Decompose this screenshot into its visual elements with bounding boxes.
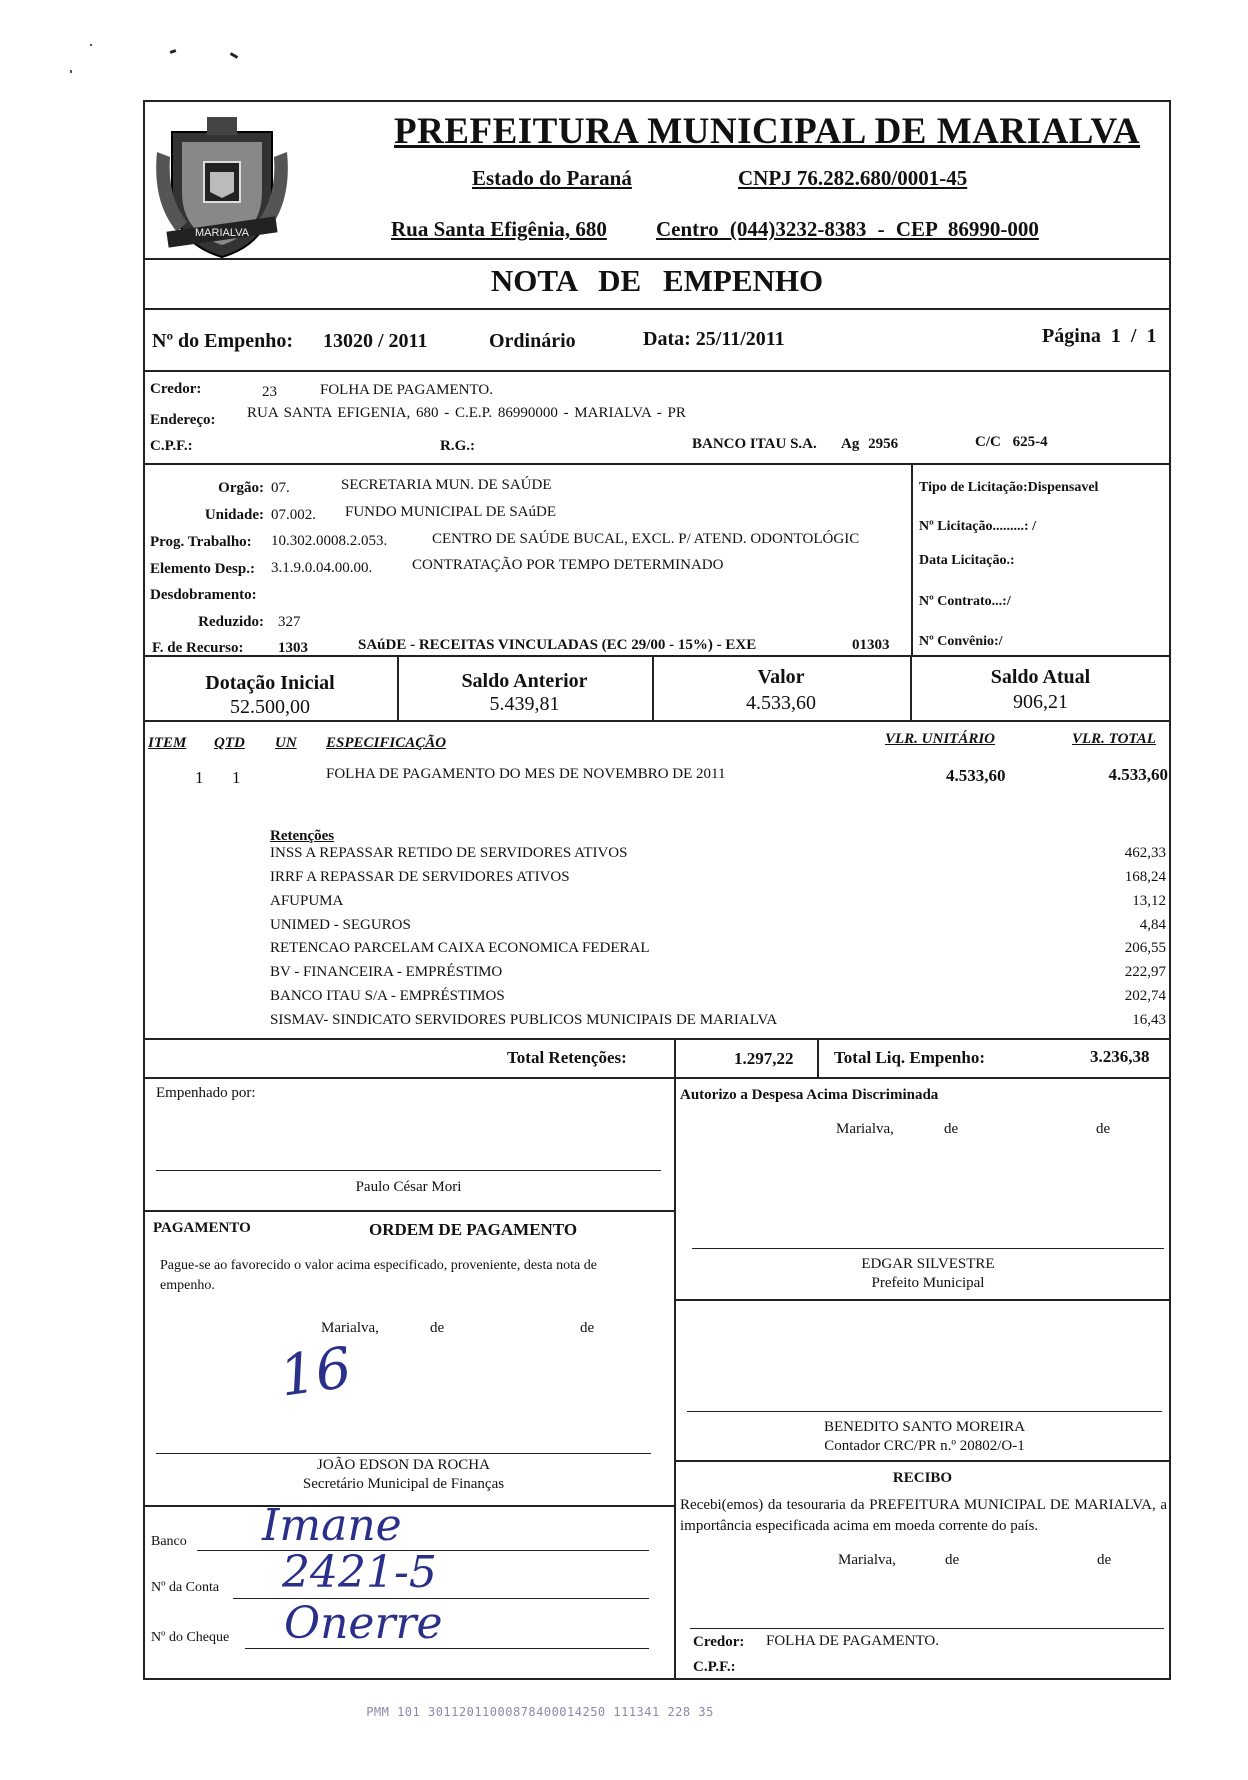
col-un: UN [275,735,297,751]
list-item: AFUPUMA [270,893,344,909]
unidade-name: FUNDO MUNICIPAL DE SAúDE [345,504,556,520]
prog-label: Prog. Trabalho: [150,534,252,550]
total-liquido-value: 3.236,38 [1090,1047,1150,1066]
saldo-anterior-label: Saldo Anterior [461,670,588,692]
retencoes-title: Retenções [270,828,335,844]
recibo-title: RECIBO [892,1470,953,1486]
empenhado-name: Paulo César Mori [355,1179,462,1195]
bank-agency: Ag 2956 [841,436,899,452]
row-item: 1 [195,768,204,787]
recibo-de-1: de [945,1552,960,1568]
prog-name: CENTRO DE SAÚDE BUCAL, EXCL. P/ ATEND. ODONTOLÓGIC [432,531,860,547]
pagamento-label: PAGAMENTO [153,1220,251,1236]
banco-handwritten: Imane [262,1500,402,1551]
cnpj-label: CNPJ 76.282.680/0001-45 [738,166,968,190]
dotacao-inicial-label: Dotação Inicial [205,672,335,694]
recibo-city: Marialva, [838,1552,896,1568]
list-item-value: 202,74 [1124,988,1166,1004]
list-item: BV - FINANCEIRA - EMPRÉSTIMO [270,964,503,980]
list-item-value: 4,84 [1139,917,1166,933]
total-retencoes-value: 1.297,22 [734,1049,794,1068]
autorizo-label: Autorizo a Despesa Acima Discriminada [680,1087,939,1103]
recibo-cpf-label: C.P.F.: [693,1659,736,1675]
prefeito-name: EDGAR SILVESTRE [861,1256,995,1272]
bank-account: C/C 625-4 [975,434,1048,450]
empenho-number: 13020 / 2011 [323,330,428,352]
data-licitacao: Data Licitação.: [919,553,1015,568]
col-valor-unitario: VLR. UNITÁRIO [885,731,996,747]
scan-specks [40,40,240,100]
cheque-label: Nº do Cheque [151,1630,230,1645]
total-retencoes-label: Total Retenções: [507,1048,627,1067]
autorizo-de-1: de [944,1121,959,1137]
list-item-value: 168,24 [1124,869,1166,885]
credor-code: 23 [262,384,277,400]
row-valor-total: 4.533,60 [1108,765,1168,784]
recibo-credor-label: Credor: [693,1634,745,1650]
page-title: PREFEITURA MUNICIPAL DE MARIALVA [394,111,1141,152]
elemento-name: CONTRATAÇÃO POR TEMPO DETERMINADO [412,557,724,573]
saldo-atual-value: 906,21 [1013,691,1068,713]
orgao-code: 07. [271,480,290,496]
autorizo-city: Marialva, [836,1121,894,1137]
recibo-de-2: de [1097,1552,1112,1568]
elemento-code: 3.1.9.0.04.00.00. [271,560,373,576]
ordem-pagamento-label: ORDEM DE PAGAMENTO [369,1220,578,1239]
row-qtd: 1 [232,768,241,787]
list-item-value: 13,12 [1132,893,1166,909]
conta-handwritten: 2421-5 [282,1547,437,1598]
empenho-number-label: Nº do Empenho: [152,330,294,352]
empenho-date: Data: 25/11/2011 [643,328,785,350]
contact-label: Centro (044)3232-8383 - CEP 86990-000 [656,217,1039,241]
list-item-value: 206,55 [1124,940,1166,956]
list-item-value: 222,97 [1124,964,1166,980]
col-especificacao: ESPECIFICAÇÃO [326,735,447,751]
col-valor-total: VLR. TOTAL [1072,731,1156,747]
prog-code: 10.302.0008.2.053. [271,533,388,549]
empenhado-label: Empenhado por: [156,1085,256,1101]
pagamento-de-1: de [430,1320,445,1336]
unidade-label: Unidade: [204,507,264,523]
svg-text:MARIALVA: MARIALVA [195,227,249,239]
cpf-label: C.P.F.: [150,438,193,454]
municipal-seal [152,112,292,262]
numero-contrato: Nº Contrato...:/ [919,594,1011,609]
valor-label: Valor [757,666,805,688]
elemento-label: Elemento Desp.: [150,561,255,577]
conta-label: Nº da Conta [151,1580,220,1595]
row-especificacao: FOLHA DE PAGAMENTO DO MES DE NOVEMBRO DE 2011 [326,766,726,782]
recurso-label: F. de Recurso: [152,640,244,656]
recurso-code: 1303 [278,640,308,656]
state-label: Estado do Paraná [472,166,632,190]
list-item: SISMAV- SINDICATO SERVIDORES PUBLICOS MUNICIPAIS DE MARIALVA [270,1012,778,1028]
saldo-anterior-value: 5.439,81 [489,693,560,715]
autorizo-de-2: de [1096,1121,1111,1137]
pagamento-city: Marialva, [321,1320,379,1336]
unidade-code: 07.002. [271,507,316,523]
page-number: Página 1 / 1 [1042,325,1157,347]
recibo-text: Recebi(emos) da tesouraria da PREFEITURA MUNICIPAL DE MARIALVA, a importância especificada acima em moeda corrente do país. [680,1497,1167,1534]
col-qtd: QTD [214,735,245,751]
secretario-name: JOÃO EDSON DA ROCHA [317,1457,490,1473]
cheque-handwritten: Onerre [284,1598,443,1649]
list-item-value: 462,33 [1124,845,1166,861]
bank-name: BANCO ITAU S.A. [692,436,817,452]
desdobramento-label: Desdobramento: [150,587,257,603]
recibo-credor-name: FOLHA DE PAGAMENTO. [766,1633,939,1649]
numero-convenio: Nº Convênio:/ [919,634,1003,649]
endereco-value: RUA SANTA EFIGENIA, 680 - C.E.P. 86990000 - MARIALVA - PR [247,405,686,421]
endereco-label: Endereço: [150,412,216,428]
empenho-type: Ordinário [489,330,576,352]
credor-label: Credor: [150,381,202,397]
recurso-name: SAúDE - RECEITAS VINCULADAS (EC 29/00 - 15%) - EXE [358,637,757,653]
total-liquido-label: Total Liq. Empenho: [834,1048,985,1067]
pagamento-de-2: de [580,1320,595,1336]
contador-role: Contador CRC/PR n.º 20802/O-1 [824,1438,1025,1454]
saldo-atual-label: Saldo Atual [990,666,1091,688]
credor-name: FOLHA DE PAGAMENTO. [320,382,493,398]
reduzido-value: 327 [278,614,301,630]
list-item: RETENCAO PARCELAM CAIXA ECONOMICA FEDERAL [270,940,650,956]
contador-name: BENEDITO SANTO MOREIRA [823,1419,1026,1435]
document-title: NOTA DE EMPENHO [490,263,824,298]
rg-label: R.G.: [440,438,475,454]
table-row [143,764,1171,788]
recurso-number: 01303 [852,637,890,653]
reduzido-label: Reduzido: [198,614,264,630]
col-item: ITEM [148,735,187,751]
numero-licitacao: Nº Licitação.........: / [919,519,1036,534]
orgao-label: Orgão: [218,480,264,496]
list-item: UNIMED - SEGUROS [270,917,411,933]
barcode-text: PMM 101 30112011000878400014250 111341 228 35 [366,1705,714,1719]
banco-label: Banco [151,1534,187,1549]
rubrica-signature: 16 [275,1335,356,1410]
prefeito-role: Prefeito Municipal [871,1275,985,1291]
tipo-licitacao: Tipo de Licitação:Dispensavel [919,480,1099,495]
list-item: IRRF A REPASSAR DE SERVIDORES ATIVOS [270,869,570,885]
list-item: BANCO ITAU S/A - EMPRÉSTIMOS [270,988,505,1004]
list-item: INSS A REPASSAR RETIDO DE SERVIDORES ATIVOS [270,845,628,861]
pague-text: Pague-se ao favorecido o valor acima especificado, proveniente, desta nota de empenho. [160,1258,597,1293]
valor-value: 4.533,60 [746,692,816,714]
orgao-name: SECRETARIA MUN. DE SAÚDE [341,477,552,493]
secretario-role: Secretário Municipal de Finanças [302,1476,505,1492]
dotacao-inicial-value: 52.500,00 [230,696,310,718]
address-label: Rua Santa Efigênia, 680 [391,217,607,241]
row-valor-unitario: 4.533,60 [946,766,1006,785]
list-item-value: 16,43 [1132,1012,1166,1028]
